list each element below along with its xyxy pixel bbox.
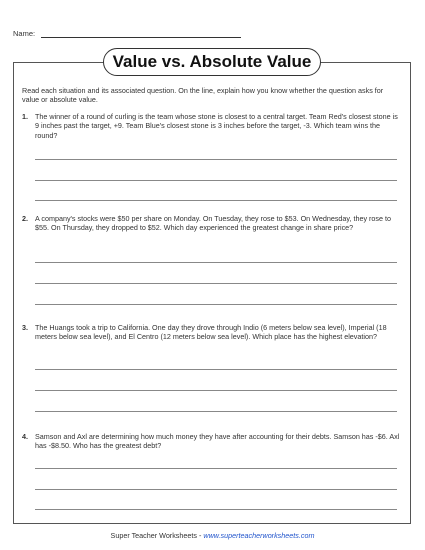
question-2 xyxy=(22,214,400,233)
answer-line[interactable] xyxy=(35,200,397,201)
footer-brand: Super Teacher Worksheets xyxy=(110,531,197,540)
footer xyxy=(0,531,425,540)
answer-line[interactable] xyxy=(35,468,397,469)
question-number: 4. xyxy=(22,432,28,441)
question-text: The Huangs took a trip to California. One day they drove through Indio (6 meters below sea level), Imperial (18 meters below sea level), and El Centro (12 meters below sea level). Which place has the highest elevation? xyxy=(35,323,387,342)
answer-line[interactable] xyxy=(35,369,397,370)
answer-line[interactable] xyxy=(35,283,397,284)
question-3 xyxy=(22,323,400,342)
name-field-line[interactable] xyxy=(41,37,241,38)
answer-line[interactable] xyxy=(35,304,397,305)
question-number: 1. xyxy=(22,112,28,121)
question-number: 2. xyxy=(22,214,28,223)
answer-line[interactable] xyxy=(35,159,397,160)
question-text: A company's stocks were $50 per share on Monday. On Tuesday, they rose to $53. On Wednesday, they rose to $55. On Thursday, they dropped to $52. Which day experienced the greatest change in share price? xyxy=(35,214,392,233)
answer-line[interactable] xyxy=(35,180,397,181)
question-number: 3. xyxy=(22,323,28,332)
instructions-text: Read each situation and its associated question. On the line, explain how you know whether the question asks for value or absolute value. xyxy=(22,86,384,105)
question-text: The winner of a round of curling is the team whose stone is closest to a central target. Team Red's closest stone is 9 inches past the target, +9. Team Blue's closest stone is 3 inches before the target, -3. Which team wins the round? xyxy=(35,112,398,140)
footer-separator: - xyxy=(196,531,204,540)
answer-line[interactable] xyxy=(35,411,397,412)
answer-line[interactable] xyxy=(35,390,397,391)
page-title: Value vs. Absolute Value xyxy=(103,48,321,76)
answer-line[interactable] xyxy=(35,262,397,263)
question-4 xyxy=(22,432,400,451)
question-text: Samson and Axl are determining how much money they have after accounting for their debts. Samson has -$6. Axl has -$8.50. Who has the greatest debt? xyxy=(35,432,400,451)
footer-url-link[interactable]: www.superteacherworksheets.com xyxy=(203,531,315,540)
answer-line[interactable] xyxy=(35,509,397,510)
answer-line[interactable] xyxy=(35,489,397,490)
name-label: Name: xyxy=(13,29,36,38)
question-1 xyxy=(22,112,400,140)
